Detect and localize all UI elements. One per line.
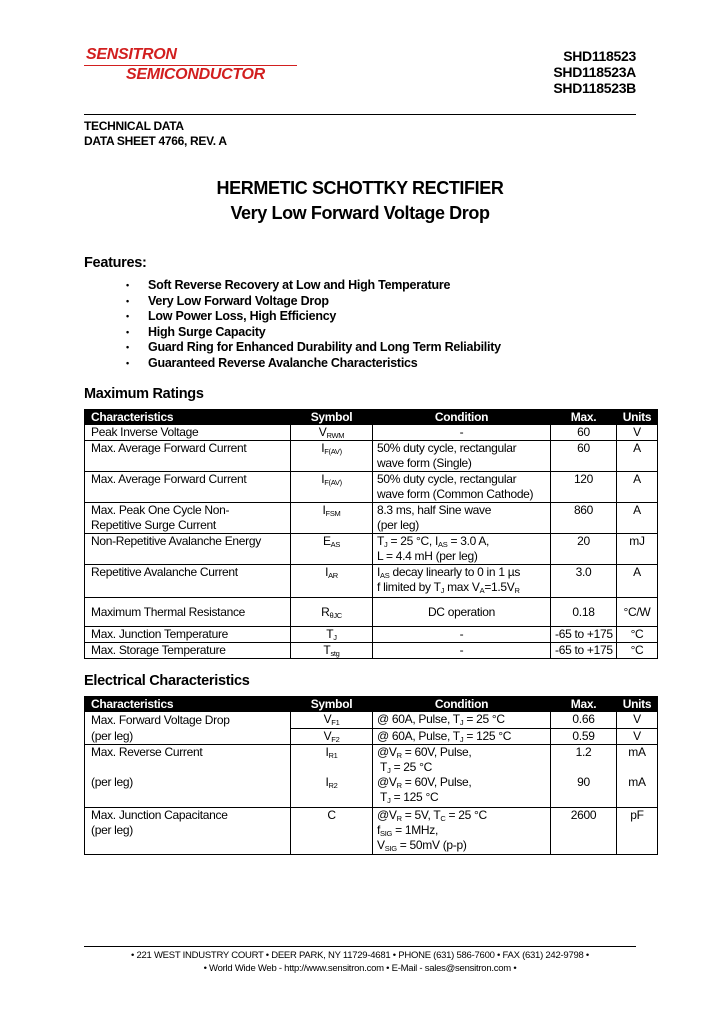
- cell-max: 0.66: [551, 712, 617, 729]
- cell-symbol: $T_{stg}$: [291, 643, 373, 659]
- cell-max: 60: [551, 441, 617, 472]
- cell-characteristic: Max. Reverse Current (per leg): [85, 745, 291, 808]
- col-characteristics: Characteristics: [85, 697, 291, 712]
- part-number-1: SHD118523: [563, 48, 636, 64]
- cell-condition: -: [373, 425, 551, 441]
- cell-symbol: $V_{F2}$: [291, 728, 373, 745]
- cell-symbol: C: [291, 808, 373, 855]
- cell-symbol: $I_{FSM}$: [291, 503, 373, 534]
- feature-item: • Low Power Loss, High Efficiency: [126, 309, 337, 324]
- cell-units: A: [617, 565, 658, 598]
- cell-units: V: [617, 728, 658, 745]
- cell-characteristic: Max. Average Forward Current: [85, 441, 291, 472]
- bullet-icon: •: [126, 311, 129, 322]
- bullet-icon: •: [126, 342, 129, 353]
- cell-symbol: $R_{\theta JC}$: [291, 598, 373, 627]
- table-row: [85, 627, 658, 643]
- cell-condition: $T_J = 25$ °C, $I_{AS} = 3.0$ A, L = 4.4 mH (per leg): [373, 534, 551, 565]
- table-row: [85, 643, 658, 659]
- cell-max: 0.18: [551, 598, 617, 627]
- cell-characteristic: Max. Junction Capacitance (per leg): [85, 808, 291, 855]
- cell-symbol: $V_{F1}$: [291, 712, 373, 729]
- footer-divider: [84, 946, 636, 947]
- cell-units: A: [617, 503, 658, 534]
- cell-units: °C/W: [617, 598, 658, 627]
- cell-max: 60: [551, 425, 617, 441]
- features-heading: Features:: [84, 255, 147, 271]
- cell-condition: @ 60A, Pulse, $T_J = 25$ °C: [373, 712, 551, 729]
- feature-item: • Guaranteed Reverse Avalanche Characteristics: [126, 355, 418, 370]
- page-title: HERMETIC SCHOTTKY RECTIFIER: [216, 178, 504, 198]
- table-header-row: [85, 697, 658, 712]
- cell-characteristic: Non-Repetitive Avalanche Energy: [85, 534, 291, 565]
- col-max: Max.: [551, 697, 617, 712]
- cell-max: 860: [551, 503, 617, 534]
- cell-characteristic: Max. Junction Temperature: [85, 627, 291, 643]
- cell-condition: 50% duty cycle, rectangular wave form (Common Cathode): [373, 472, 551, 503]
- doc-type: TECHNICAL DATA: [84, 119, 184, 133]
- col-condition: Condition: [373, 697, 551, 712]
- cell-condition: @ 60A, Pulse, $T_J = 125$ °C: [373, 728, 551, 745]
- cell-units: °C: [617, 643, 658, 659]
- cell-units: mA mA: [617, 745, 658, 808]
- electrical-table: [84, 696, 658, 855]
- cell-units: pF: [617, 808, 658, 855]
- col-units: Units: [617, 410, 658, 425]
- col-max: Max.: [551, 410, 617, 425]
- table-row: [85, 534, 658, 565]
- feature-item: • Soft Reverse Recovery at Low and High Temperature: [126, 278, 451, 292]
- feature-item: • Guard Ring for Enhanced Durability and Long Term Reliability: [126, 340, 501, 355]
- cell-characteristic: Peak Inverse Voltage: [85, 425, 291, 441]
- company-name-line1: SENSITRON: [86, 46, 177, 63]
- max-ratings-table: [84, 409, 658, 659]
- cell-characteristic: Max. Peak One Cycle Non- Repetitive Surge Current: [85, 503, 291, 534]
- cell-characteristic: Max. Storage Temperature: [85, 643, 291, 659]
- part-number-2: SHD118523A: [553, 64, 636, 80]
- cell-units: A: [617, 472, 658, 503]
- table-row: [85, 441, 658, 472]
- cell-max: 1.2 90: [551, 745, 617, 808]
- col-symbol: Symbol: [291, 697, 373, 712]
- company-name-line2: SEMICONDUCTOR: [126, 66, 265, 83]
- cell-condition: $@V_R = 60V$, Pulse, $T_J = 25$ °C $@V_R = 60V$, Pulse, $T_J = 125$ °C: [373, 745, 551, 808]
- feature-item: • High Surge Capacity: [126, 324, 266, 339]
- cell-symbol: $I_{F(AV)}$: [291, 472, 373, 503]
- cell-symbol: $I_{AR}$: [291, 565, 373, 598]
- cell-units: A: [617, 441, 658, 472]
- col-symbol: Symbol: [291, 410, 373, 425]
- table-row: [85, 503, 658, 534]
- cell-characteristic: Max. Average Forward Current: [85, 472, 291, 503]
- cell-characteristic: Maximum Thermal Resistance: [85, 598, 291, 627]
- cell-characteristic: Max. Forward Voltage Drop (per leg): [85, 712, 291, 745]
- bullet-icon: •: [126, 280, 129, 290]
- doc-number: DATA SHEET 4766, REV. A: [84, 134, 227, 148]
- max-ratings-heading: Maximum Ratings: [84, 386, 204, 402]
- cell-condition: -: [373, 627, 551, 643]
- table-row: [85, 425, 658, 441]
- page-subtitle: Very Low Forward Voltage Drop: [230, 203, 490, 223]
- cell-symbol: $I_{R1}$ $I_{R2}$: [291, 745, 373, 808]
- col-characteristics: Characteristics: [85, 410, 291, 425]
- cell-condition: DC operation: [373, 598, 551, 627]
- features-list: [126, 278, 501, 372]
- cell-units: V: [617, 712, 658, 729]
- cell-units: V: [617, 425, 658, 441]
- header-divider: [84, 114, 636, 115]
- cell-condition: $@V_R = 5V$, $T_C = 25$ °C $f_{SIG} = 1MHz$, $V_{SIG} = 50mV$ (p-p): [373, 808, 551, 855]
- footer-address: • 221 WEST INDUSTRY COURT • DEER PARK, NY 11729-4681 • PHONE (631) 586-7600 • FAX (631) 242-9798 •: [130, 950, 590, 961]
- cell-max: 20: [551, 534, 617, 565]
- feature-item: • Very Low Forward Voltage Drop: [126, 293, 329, 308]
- footer-contact: • World Wide Web - http://www.sensitron.com • E-Mail - sales@sensitron.com •: [203, 963, 517, 974]
- table-row: [85, 745, 658, 808]
- table-row: [85, 472, 658, 503]
- cell-units: mJ: [617, 534, 658, 565]
- bullet-icon: •: [126, 326, 129, 337]
- bullet-icon: •: [126, 295, 129, 306]
- table-row: [85, 598, 658, 627]
- part-number-3: SHD118523B: [553, 80, 636, 96]
- cell-units: °C: [617, 627, 658, 643]
- table-row: [85, 565, 658, 598]
- cell-symbol: $I_{F(AV)}$: [291, 441, 373, 472]
- cell-condition: 50% duty cycle, rectangular wave form (Single): [373, 441, 551, 472]
- cell-condition: $I_{AS}$ decay linearly to 0 in 1 µs f limited by $T_J$ $\max V_A=1.5V_R$: [373, 565, 551, 598]
- cell-max: 0.59: [551, 728, 617, 745]
- electrical-heading: Electrical Characteristics: [84, 673, 250, 689]
- cell-max: 120: [551, 472, 617, 503]
- cell-max: 2600: [551, 808, 617, 855]
- table-row: [85, 808, 658, 855]
- table-header-row: [85, 410, 658, 425]
- cell-characteristic: Repetitive Avalanche Current: [85, 565, 291, 598]
- cell-symbol: $E_{AS}$: [291, 534, 373, 565]
- col-condition: Condition: [373, 410, 551, 425]
- table-row: [85, 712, 658, 729]
- cell-max: -65 to +175: [551, 627, 617, 643]
- cell-symbol: $T_J$: [291, 627, 373, 643]
- cell-condition: 8.3 ms, half Sine wave (per leg): [373, 503, 551, 534]
- bullet-icon: •: [126, 357, 129, 368]
- cell-condition: -: [373, 643, 551, 659]
- cell-max: 3.0: [551, 565, 617, 598]
- cell-max: -65 to +175: [551, 643, 617, 659]
- col-units: Units: [617, 697, 658, 712]
- cell-symbol: $V_{RWM}$: [291, 425, 373, 441]
